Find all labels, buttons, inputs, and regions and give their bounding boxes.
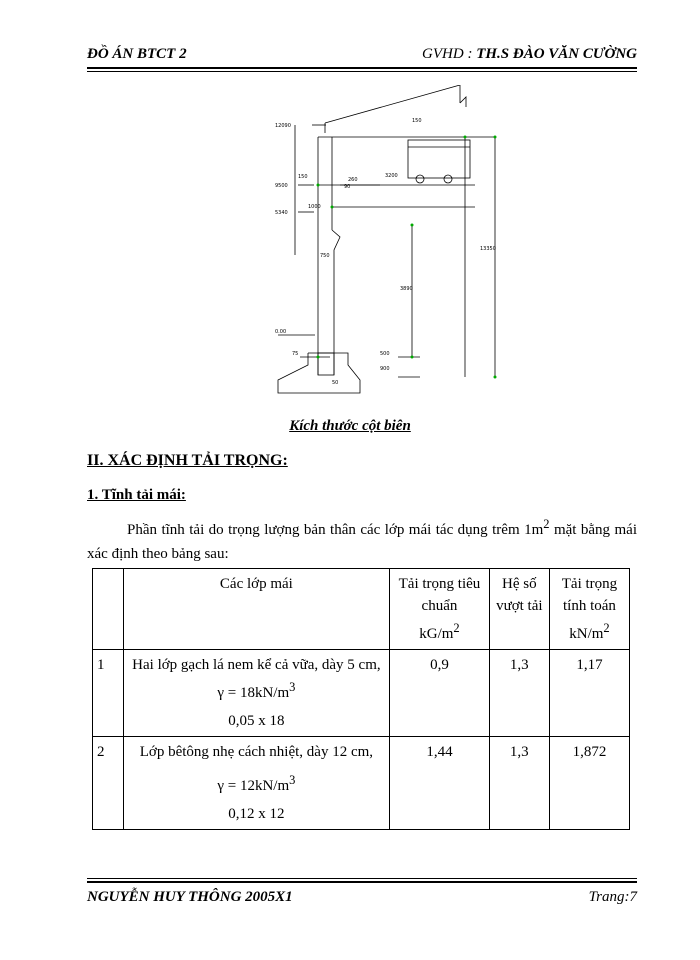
- header-rule-thin: [87, 71, 637, 72]
- dim-12090: 12090: [275, 123, 291, 129]
- header-rule-thick: [87, 67, 637, 69]
- row2-desc: [123, 737, 390, 830]
- dim-3200: 3200: [385, 173, 398, 179]
- row2-gamma: γ = 12kN/m: [217, 778, 290, 794]
- header-supervisor: [422, 46, 637, 63]
- dim-900: 900: [380, 366, 390, 372]
- dim-260: 260: [348, 177, 358, 183]
- figure-caption: Kích thước cột biên: [289, 418, 411, 434]
- dim-13350: 13350: [480, 246, 496, 252]
- header-supervisor-prefix: GVHD :: [422, 46, 477, 62]
- column-drawing: [270, 85, 510, 405]
- header-calc-unit: kN/m: [569, 626, 604, 642]
- header-std: [390, 569, 489, 650]
- row1-coef: 1,3: [489, 650, 549, 737]
- row2-formula: 0,12 x 12: [228, 806, 285, 822]
- header-calc-sup: 2: [603, 621, 610, 635]
- footer-author: NGUYỄN HUY THÔNG 2005X1: [87, 889, 293, 905]
- header-supervisor-name: TH.S ĐÀO VĂN CƯỜNG: [476, 46, 637, 62]
- dim-9500: 9500: [275, 183, 288, 189]
- header-project-title: ĐỒ ÁN BTCT 2: [87, 46, 187, 62]
- row2-coef: 1,3: [489, 737, 549, 830]
- row1-num: 1: [93, 650, 124, 737]
- dim-50: 50: [332, 380, 339, 386]
- footer-rule-thick: [87, 881, 637, 883]
- footer-page-number: Trang:7: [588, 889, 637, 905]
- table-header-row: [93, 569, 630, 650]
- row2-calc: 1,872: [549, 737, 629, 830]
- subsection-title: 1. Tĩnh tải mái:: [87, 487, 186, 503]
- header-num: [93, 569, 124, 650]
- header-std-unit: kG/m: [419, 626, 454, 642]
- paragraph-text-after: mặt bằng mái xác định theo bảng sau:: [87, 522, 637, 562]
- dim-90: 90: [344, 184, 351, 190]
- header-coef: Hệ số vượt tải: [489, 569, 549, 650]
- dim-000: 0.00: [275, 329, 287, 335]
- table-row: [93, 650, 630, 737]
- dim-3890: 3890: [400, 286, 413, 292]
- dim-150b: 150: [298, 174, 308, 180]
- header-std-label: Tải trọng tiêu chuẩn: [398, 576, 481, 614]
- row1-desc: [123, 650, 390, 737]
- row1-desc-sup: 3: [289, 680, 296, 694]
- row1-std: 0,9: [390, 650, 489, 737]
- dim-750: 750: [320, 253, 330, 259]
- row2-num: 2: [93, 737, 124, 830]
- dim-500: 500: [380, 351, 390, 357]
- section-title: II. XÁC ĐỊNH TẢI TRỌNG:: [87, 452, 288, 469]
- footer-rule-thin: [87, 878, 637, 879]
- header-calc: [549, 569, 629, 650]
- header-calc-label: Tải trọng tính toán: [561, 576, 618, 614]
- dim-5340: 5340: [275, 210, 288, 216]
- row2-desc-text: Lớp bêtông nhẹ cách nhiệt, dày 12 cm,: [139, 744, 374, 760]
- intro-paragraph: [87, 512, 637, 566]
- dim-1000: 1000: [308, 204, 321, 210]
- header-layer: Các lớp mái: [123, 569, 390, 650]
- row2-std: 1,44: [390, 737, 489, 830]
- table-row: [93, 737, 630, 830]
- dim-75: 75: [292, 351, 299, 357]
- page-header: [87, 40, 637, 68]
- header-std-sup: 2: [453, 621, 460, 635]
- row1-formula: 0,05 x 18: [228, 713, 285, 729]
- dim-150a: 150: [412, 118, 422, 124]
- row2-gamma-sup: 3: [289, 773, 296, 787]
- row1-desc-text: Hai lớp gạch lá nem kể cả vữa, dày 5 cm, γ = 18kN/m: [132, 657, 381, 701]
- row1-calc: 1,17: [549, 650, 629, 737]
- paragraph-superscript: 2: [543, 517, 550, 531]
- roof-load-table: [92, 568, 630, 830]
- paragraph-text-before: Phần tĩnh tải do trọng lượng bản thân các lớp mái tác dụng trêm 1m: [127, 522, 544, 538]
